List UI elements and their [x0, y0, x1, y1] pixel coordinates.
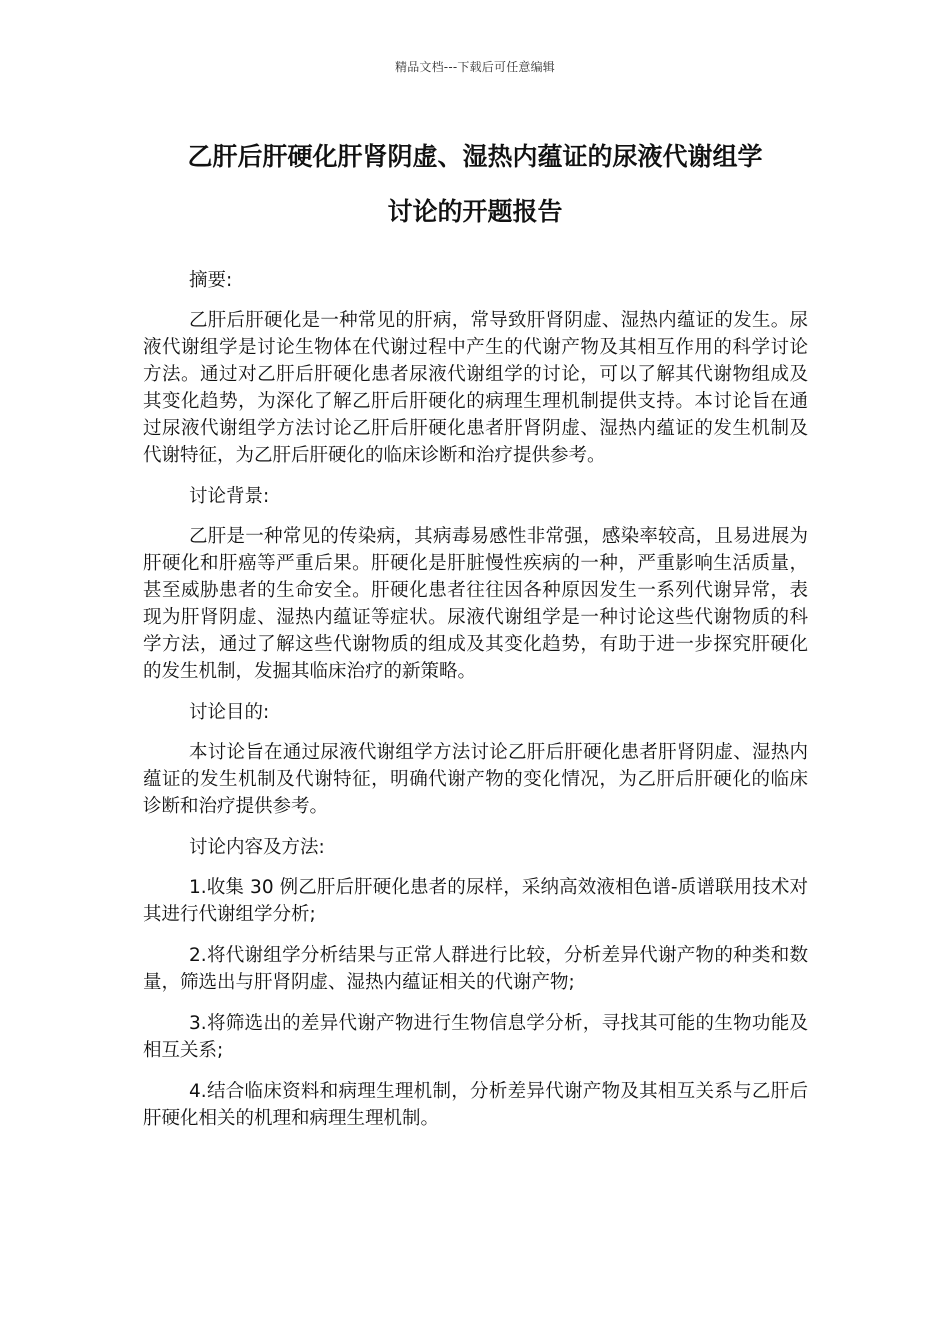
- background-heading: 讨论背景:: [189, 486, 270, 507]
- methods-heading: 讨论内容及方法:: [189, 837, 325, 858]
- purpose-paragraph: 本讨论旨在通过尿液代谢组学方法讨论乙肝后肝硬化患者肝肾阴虚、湿热内蕴证的发生机制及代谢特征，明确代谢产物的变化情况，为乙肝后肝硬化的临床诊断和治疗提供参考。: [143, 742, 808, 817]
- document-title-line-2: 讨论的开题报告: [387, 197, 563, 226]
- methods-item: 4.结合临床资料和病理生理机制，分析差异代谢产物及其相互关系与乙肝后肝硬化相关的机理和病理生理机制。: [143, 1081, 808, 1129]
- abstract-heading: 摘要:: [189, 270, 233, 291]
- methods-item: 2.将代谢组学分析结果与正常人群进行比较，分析差异代谢产物的种类和数量，筛选出与肝肾阴虚、湿热内蕴证相关的代谢产物;: [143, 945, 808, 993]
- document-body: [143, 267, 808, 1146]
- methods-item: 1.收集 30 例乙肝后肝硬化患者的尿样，采纳高效液相色谱-质谱联用技术对其进行代谢组学分析;: [143, 877, 808, 925]
- abstract-paragraph: 乙肝后肝硬化是一种常见的肝病，常导致肝肾阴虚、湿热内蕴证的发生。尿液代谢组学是讨论生物体在代谢过程中产生的代谢产物及其相互作用的科学讨论方法。通过对乙肝后肝硬化患者尿液代谢组学的讨论，可以了解其代谢物组成及其变化趋势，为深化了解乙肝后肝硬化的病理生理机制提供支持。本讨论旨在通过尿液代谢组学方法讨论乙肝后肝硬化患者肝肾阴虚、湿热内蕴证的发生机制及代谢特征，为乙肝后肝硬化的临床诊断和治疗提供参考。: [143, 310, 808, 466]
- purpose-heading: 讨论目的:: [189, 702, 270, 723]
- methods-item: 3.将筛选出的差异代谢产物进行生物信息学分析，寻找其可能的生物功能及相互关系;: [143, 1013, 808, 1061]
- header-watermark: 精品文档---下载后可任意编辑: [395, 60, 555, 74]
- document-title-line-1: 乙肝后肝硬化肝肾阴虚、湿热内蕴证的尿液代谢组学: [187, 142, 763, 171]
- background-paragraph: 乙肝是一种常见的传染病，其病毒易感性非常强，感染率较高，且易进展为肝硬化和肝癌等严重后果。肝硬化是肝脏慢性疾病的一种，严重影响生活质量，甚至威胁患者的生命安全。肝硬化患者往往因各种原因发生一系列代谢异常，表现为肝肾阴虚、湿热内蕴证等症状。尿液代谢组学是一种讨论这些代谢物质的科学方法，通过了解这些代谢物质的组成及其变化趋势，有助于进一步探究肝硬化的发生机制，发掘其临床治疗的新策略。: [143, 526, 808, 682]
